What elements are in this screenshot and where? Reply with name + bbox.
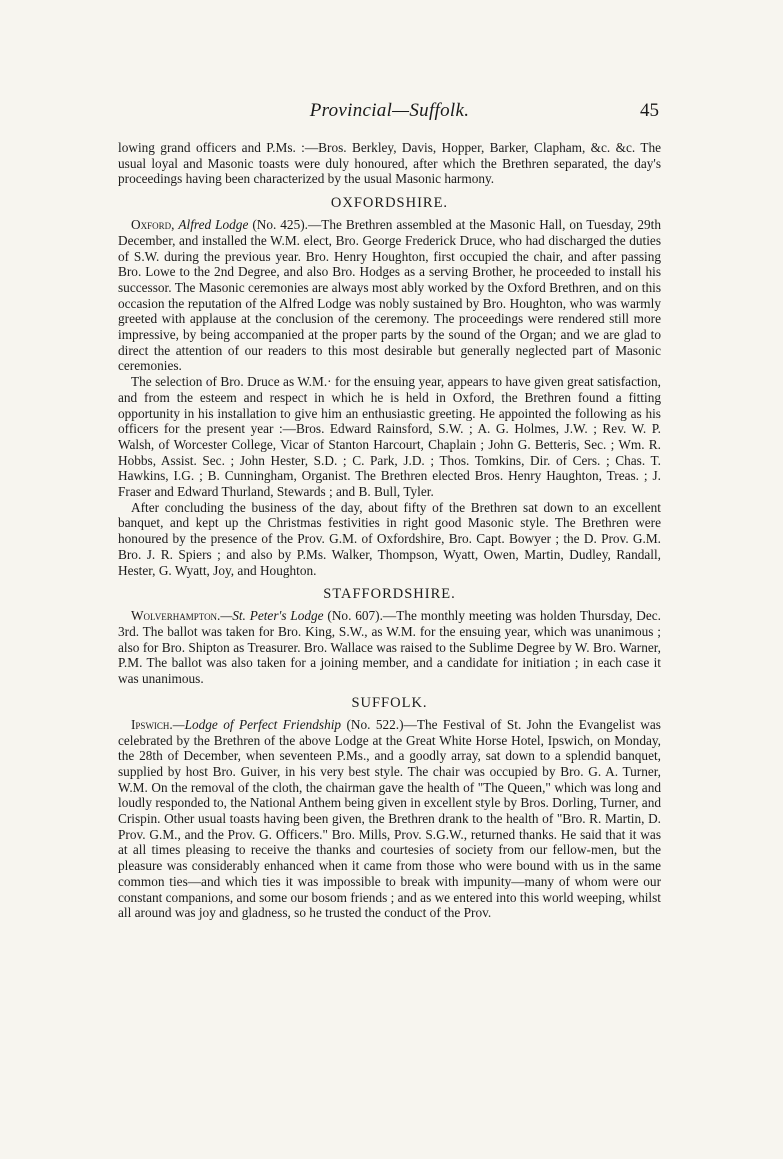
page <box>118 100 661 921</box>
paragraph-text: (No. 607).—The monthly meeting was holden Thursday, Dec. 3rd. The ballot was taken for Bro. King, S.W., as W.M. for the ensuing year, which was unanimous ; also for Bro. Shipton as Treasurer. Bro. Wallace was raised to the Sublime Degree by W. Bro. Warner, P.M. The ballot was also taken for a joining member, and a candidate for initiation ; in each case it was unanimous. <box>118 608 661 687</box>
page-number: 45 <box>640 100 659 121</box>
running-title: Provincial—Suffolk. <box>309 100 470 121</box>
paragraph-text: (No. 522.)—The Festival of St. John the Evangelist was celebrated by the Brethren of the above Lodge at the Great White Horse Hotel, Ipswich, on Monday, the 28th of December, when seventeen P.Ms., and a goodly array, sat down to a splendid banquet, supplied by host Bro. Guiver, in his very best style. The chair was occupied by Bro. G. A. Turner, W.M. On the removal of the cloth, the chairman gave the health of "The Queen," which was long and loudly responded to, the National Anthem being given in excellent style by Bros. Dorling, Turner, and Crispin. Other usual toasts having been given, the Brethren drank to the health of "Bro. R. Martin, D. Prov. G.M., and the Prov. G. Officers." Bro. Mills, Prov. S.G.W., returned thanks. He said that it was at all times pleasing to receive the thanks and courtesies of society from our fellow-men, but the pleasure was considerably enhanced when it came from those who were bound with us in the same common ties—and which ties it was impossible to break with impunity—many of whom were our constant companions, and some our bosom friends ; and as we entered into this world weeping, whilst all around was joy and gladness, so he trusted the conduct of the Prov. <box>118 716 661 921</box>
lodge-name: —Lodge of Perfect Friendship <box>172 716 342 732</box>
section-heading-oxfordshire: OXFORDSHIRE. <box>330 195 449 212</box>
section-heading-staffordshire: STAFFORDSHIRE. <box>323 586 456 603</box>
staffordshire-paragraph-1 <box>118 608 661 687</box>
lodge-name: Alfred Lodge <box>178 217 249 233</box>
place-name: Oxford, <box>131 217 175 233</box>
lodge-name: —St. Peter's Lodge <box>220 608 324 624</box>
oxfordshire-paragraph-1 <box>118 217 661 374</box>
continuation-paragraph: lowing grand officers and P.Ms. :—Bros. Berkley, Davis, Hopper, Barker, Clapham, &c. &c. The usual loyal and Masonic toasts were duly honoured, after which the Brethren separated, the day's proceedings having been characterized by the usual Masonic harmony. <box>118 140 661 187</box>
place-name: Ipswich. <box>131 716 173 732</box>
oxfordshire-paragraph-3: After concluding the business of the day, about fifty of the Brethren sat down to an excellent banquet, and kept up the Christmas festivities in right good Masonic style. The Brethren were honoured by the presence of the Prov. G.M. of Oxfordshire, Bro. Capt. Bowyer ; the D. Prov. G.M. Bro. J. R. Spiers ; and also by P.Ms. Walker, Thompson, Wyatt, Owen, Martin, Dudley, Randall, Hester, G. Wyatt, Joy, and Houghton. <box>118 499 661 578</box>
place-name: Wolverhampton. <box>131 608 221 624</box>
section-heading-suffolk: SUFFOLK. <box>351 694 428 711</box>
oxfordshire-paragraph-2: The selection of Bro. Druce as W.M.· for the ensuing year, appears to have given great satisfaction, and from the esteem and respect in which he is held in Oxford, the Brethren found a fitting opportunity in his installation to give him an enthusiastic greeting. He appointed the following as his officers for the present year :—Bros. Edward Rainsford, S.W. ; A. G. Holmes, J.W. ; Rev. W. P. Walsh, of Worcester College, Vicar of Stanton Harcourt, Chaplain ; John G. Betteris, Sec. ; Wm. R. Hobbs, Assist. Sec. ; John Hester, S.D. ; C. Park, J.D. ; Thos. Tomkins, Dir. of Cers. ; Chas. T. Hawkins, I.G. ; B. Cunningham, Organist. The Brethren elected Bros. Henry Haughton, Treas. ; J. Fraser and Edward Thurland, Stewards ; and B. Bull, Tyler. <box>118 374 661 500</box>
paragraph-text: (No. 425).—The Brethren assembled at the Masonic Hall, on Tuesday, 29th December, and installed the W.M. elect, Bro. George Frederick Druce, who had discharged the duties of S.W. during the previous year. Bro. Henry Houghton, first occupied the chair, and after passing Bro. Lowe to the 2nd Degree, and also Bro. Hodges as a serving Brother, he proceeded to install his successor. The Masonic ceremonies are always most ably worked by the Oxford Brethren, and on this occasion the reputation of the Alfred Lodge was nobly sustained by Bro. Houghton, who was warmly greeted with applause at the conclusion of the ceremony. The proceedings were rendered still more impressive, by being accompanied at the proper parts by the sound of the Organ; and we are glad to direct the attention of our readers to this most desirable but generally neglected part of Masonic ceremonies. <box>118 217 662 374</box>
page-header <box>118 100 661 126</box>
suffolk-paragraph-1 <box>118 717 661 921</box>
